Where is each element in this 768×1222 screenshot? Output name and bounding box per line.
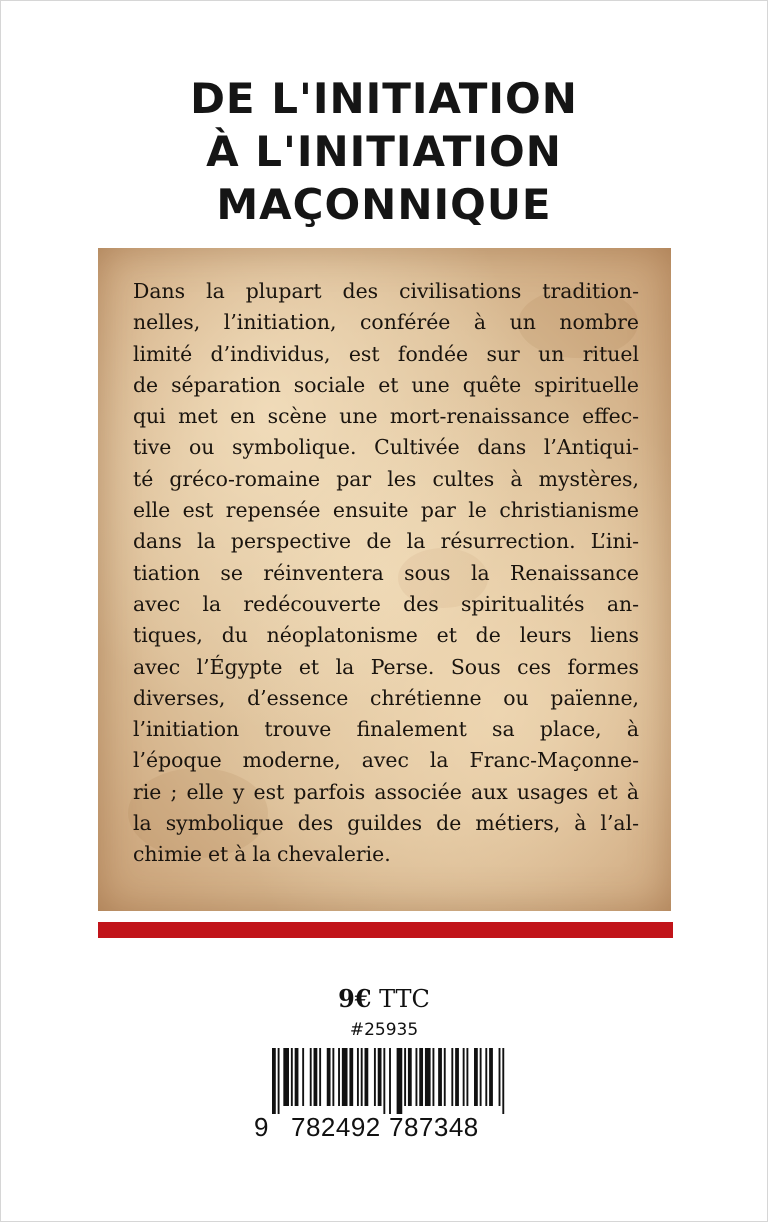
blurb-line: de séparation sociale et une quête spirituelle [133, 372, 639, 397]
barcode-bar [438, 1048, 442, 1106]
barcode-bar [338, 1048, 340, 1106]
barcode-bar [319, 1048, 321, 1106]
barcode-bar [291, 1048, 293, 1106]
blurb-line: qui met en scène une mort-renaissance effec- [133, 404, 639, 429]
barcode-icon [270, 1048, 510, 1114]
barcode-bar [278, 1048, 280, 1114]
blurb-line: dans la perspective de la résurrection. L’ini- [133, 529, 639, 554]
title-line-3: MAÇONNIQUE [216, 180, 552, 229]
barcode-bar [408, 1048, 412, 1106]
barcode-bar [389, 1048, 391, 1114]
price-amount: 9€ [338, 984, 372, 1013]
barcode-bar [314, 1048, 318, 1106]
barcode-bar [466, 1048, 468, 1106]
barcode-bar [474, 1048, 478, 1106]
blurb-line: elle est repensée ensuite par le christianisme [133, 498, 639, 523]
reference-number: #25935 [349, 1020, 419, 1040]
barcode-bar [463, 1048, 465, 1106]
barcode-bar [342, 1048, 348, 1106]
barcode-bar [349, 1048, 353, 1106]
title-line-1: DE L'INITIATION [190, 74, 578, 123]
barcode-bar [283, 1048, 289, 1106]
barcode-bar [489, 1048, 493, 1106]
barcode-bar [332, 1048, 334, 1106]
price-label [0, 984, 768, 1013]
barcode-bar [485, 1048, 487, 1106]
price-suffix: TTC [371, 985, 430, 1013]
barcode-bar [310, 1048, 312, 1106]
barcode-bar [327, 1048, 331, 1106]
blurb-line: l’époque moderne, avec la Franc-Maçonne- [133, 748, 639, 773]
blurb-line: l’initiation trouve finalement sa place, à [133, 717, 639, 742]
barcode-bar [451, 1048, 453, 1106]
blurb-line: limité d’individus, est fondée sur un rituel [133, 341, 639, 366]
blurb-line: diverses, d’essence chrétienne ou païenne, [133, 685, 639, 710]
barcode-bar [383, 1048, 385, 1114]
barcode-bar [302, 1048, 304, 1106]
barcode-bar [502, 1048, 504, 1114]
blurb-line: Dans la plupart des civilisations tradition- [133, 279, 639, 303]
blurb-line: tiation se réinventera sous la Renaissance [133, 560, 639, 585]
accent-bar [98, 922, 673, 938]
isbn-group-2: 787348 [389, 1112, 479, 1142]
barcode-bar [365, 1048, 369, 1106]
barcode-bar [499, 1048, 501, 1106]
barcode-bar [397, 1048, 403, 1114]
barcode-bar [480, 1048, 482, 1106]
blurb-line: chimie et à la chevalerie. [133, 842, 391, 867]
barcode-bar [432, 1048, 434, 1106]
blurb-line: té gréco-romaine par les cultes à mystères, [133, 466, 639, 491]
barcode-bar [404, 1048, 406, 1106]
parchment-panel [98, 248, 671, 911]
blurb-line: avec la redécouverte des spiritualités an- [133, 591, 639, 616]
barcode-bar [419, 1048, 423, 1106]
barcode-bar [444, 1048, 446, 1106]
barcode-bar [295, 1048, 299, 1106]
blurb-line: tive ou symbolique. Cultivée dans l’Antiqui- [133, 435, 639, 460]
barcode-bar [361, 1048, 363, 1106]
blurb-line: la symbolique des guildes de métiers, à l’al- [133, 811, 639, 836]
barcode-bar [415, 1048, 417, 1106]
isbn-prefix: 9 [254, 1112, 269, 1142]
title-line-2: À L'INITIATION [206, 127, 562, 176]
isbn-group-1: 782492 [291, 1112, 381, 1142]
barcode-bar [272, 1048, 276, 1114]
barcode-bar [455, 1048, 459, 1106]
blurb-line: avec l’Égypte et la Perse. Sous ces formes [133, 654, 639, 679]
barcode-bar [425, 1048, 431, 1106]
blurb-line: nelles, l’initiation, conférée à un nombre [133, 310, 639, 335]
back-cover-blurb [133, 276, 639, 871]
book-title [0, 72, 768, 231]
blurb-line: rie ; elle y est parfois associée aux usages et à [133, 779, 639, 804]
blurb-line: tiques, du néoplatonisme et de leurs liens [133, 623, 639, 648]
barcode-bar [357, 1048, 359, 1106]
barcode-bar [374, 1048, 376, 1106]
barcode-bar [378, 1048, 382, 1106]
